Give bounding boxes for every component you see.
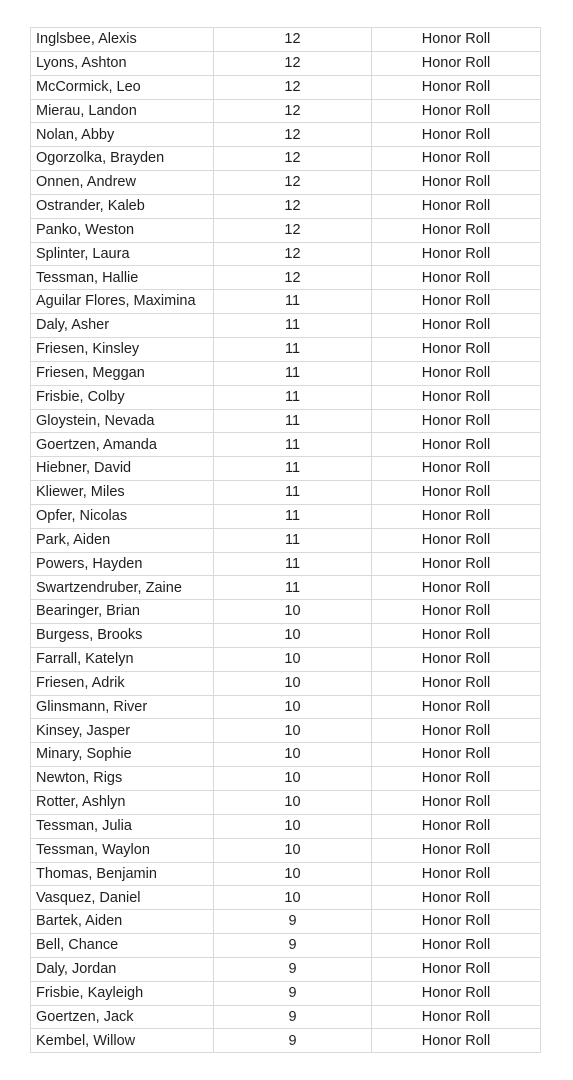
table-row <box>31 695 541 719</box>
student-name-cell[interactable]: Friesen, Meggan <box>31 361 214 385</box>
honor-status-cell[interactable]: Honor Roll <box>372 838 541 862</box>
honor-status-cell[interactable]: Honor Roll <box>372 934 541 958</box>
table-row <box>31 838 541 862</box>
student-name-cell[interactable]: Kembel, Willow <box>31 1029 214 1053</box>
table-row <box>31 28 541 52</box>
student-name-cell[interactable]: Ogorzolka, Brayden <box>31 147 214 171</box>
grade-cell[interactable]: 11 <box>214 385 372 409</box>
student-name-cell[interactable]: Frisbie, Colby <box>31 385 214 409</box>
table-row <box>31 194 541 218</box>
student-name-cell[interactable]: Newton, Rigs <box>31 767 214 791</box>
table-row <box>31 290 541 314</box>
honor-status-cell[interactable]: Honor Roll <box>372 647 541 671</box>
student-name-cell[interactable]: Vasquez, Daniel <box>31 886 214 910</box>
honor-status-cell[interactable]: Honor Roll <box>372 1005 541 1029</box>
grade-cell[interactable]: 10 <box>214 767 372 791</box>
student-name-cell[interactable]: Kinsey, Jasper <box>31 719 214 743</box>
honor-status-cell[interactable]: Honor Roll <box>372 75 541 99</box>
student-name-cell[interactable]: Frisbie, Kayleigh <box>31 981 214 1005</box>
honor-status-cell[interactable]: Honor Roll <box>372 719 541 743</box>
table-row <box>31 171 541 195</box>
student-name-cell[interactable]: Tessman, Julia <box>31 814 214 838</box>
grade-cell[interactable]: 11 <box>214 504 372 528</box>
honor-status-cell[interactable]: Honor Roll <box>372 337 541 361</box>
student-name-cell[interactable]: Bell, Chance <box>31 934 214 958</box>
student-name-cell[interactable]: Minary, Sophie <box>31 743 214 767</box>
table-row <box>31 934 541 958</box>
table-row <box>31 123 541 147</box>
grade-cell[interactable]: 12 <box>214 28 372 52</box>
table-row <box>31 51 541 75</box>
student-name-cell[interactable]: Goertzen, Amanda <box>31 433 214 457</box>
student-name-cell[interactable]: Goertzen, Jack <box>31 1005 214 1029</box>
student-name-cell[interactable]: Friesen, Adrik <box>31 671 214 695</box>
grade-cell[interactable]: 12 <box>214 51 372 75</box>
honor-status-cell[interactable]: Honor Roll <box>372 695 541 719</box>
student-name-cell[interactable]: Bearinger, Brian <box>31 600 214 624</box>
honor-status-cell[interactable]: Honor Roll <box>372 481 541 505</box>
grade-cell[interactable]: 9 <box>214 934 372 958</box>
table-row <box>31 147 541 171</box>
grade-cell[interactable]: 9 <box>214 1005 372 1029</box>
table-row <box>31 552 541 576</box>
honor-status-cell[interactable]: Honor Roll <box>372 910 541 934</box>
table-row <box>31 719 541 743</box>
honor-status-cell[interactable]: Honor Roll <box>372 767 541 791</box>
table-row <box>31 624 541 648</box>
student-name-cell[interactable]: Opfer, Nicolas <box>31 504 214 528</box>
table-row <box>31 433 541 457</box>
grade-cell[interactable]: 11 <box>214 457 372 481</box>
table-row <box>31 242 541 266</box>
honor-status-cell[interactable]: Honor Roll <box>372 1029 541 1053</box>
grade-cell[interactable]: 11 <box>214 290 372 314</box>
student-name-cell[interactable]: Nolan, Abby <box>31 123 214 147</box>
honor-status-cell[interactable]: Honor Roll <box>372 242 541 266</box>
student-name-cell[interactable]: Onnen, Andrew <box>31 171 214 195</box>
grade-cell[interactable]: 12 <box>214 194 372 218</box>
table-row <box>31 504 541 528</box>
student-name-cell[interactable]: Panko, Weston <box>31 218 214 242</box>
grade-cell[interactable]: 10 <box>214 624 372 648</box>
grade-cell[interactable]: 9 <box>214 910 372 934</box>
table-body <box>31 28 541 1053</box>
grade-cell[interactable]: 10 <box>214 671 372 695</box>
honor-roll-table <box>30 27 541 1053</box>
student-name-cell[interactable]: Powers, Hayden <box>31 552 214 576</box>
student-name-cell[interactable]: Glinsmann, River <box>31 695 214 719</box>
honor-status-cell[interactable]: Honor Roll <box>372 290 541 314</box>
table-row <box>31 337 541 361</box>
honor-status-cell[interactable]: Honor Roll <box>372 862 541 886</box>
grade-cell[interactable]: 9 <box>214 957 372 981</box>
honor-status-cell[interactable]: Honor Roll <box>372 957 541 981</box>
table-row <box>31 886 541 910</box>
grade-cell[interactable]: 12 <box>214 266 372 290</box>
student-name-cell[interactable]: Rotter, Ashlyn <box>31 791 214 815</box>
grade-cell[interactable]: 12 <box>214 242 372 266</box>
honor-status-cell[interactable]: Honor Roll <box>372 28 541 52</box>
table-row <box>31 767 541 791</box>
table-row <box>31 361 541 385</box>
honor-status-cell[interactable]: Honor Roll <box>372 552 541 576</box>
honor-status-cell[interactable]: Honor Roll <box>372 218 541 242</box>
student-name-cell[interactable]: Hiebner, David <box>31 457 214 481</box>
grade-cell[interactable]: 12 <box>214 218 372 242</box>
student-name-cell[interactable]: Tessman, Hallie <box>31 266 214 290</box>
table-row <box>31 862 541 886</box>
table-row <box>31 647 541 671</box>
honor-status-cell[interactable]: Honor Roll <box>372 791 541 815</box>
grade-cell[interactable]: 11 <box>214 433 372 457</box>
honor-status-cell[interactable]: Honor Roll <box>372 743 541 767</box>
honor-status-cell[interactable]: Honor Roll <box>372 99 541 123</box>
grade-cell[interactable]: 11 <box>214 361 372 385</box>
honor-status-cell[interactable]: Honor Roll <box>372 981 541 1005</box>
honor-status-cell[interactable]: Honor Roll <box>372 528 541 552</box>
student-name-cell[interactable]: Lyons, Ashton <box>31 51 214 75</box>
grade-cell[interactable]: 9 <box>214 981 372 1005</box>
honor-status-cell[interactable]: Honor Roll <box>372 171 541 195</box>
table-row <box>31 528 541 552</box>
honor-status-cell[interactable]: Honor Roll <box>372 624 541 648</box>
honor-status-cell[interactable]: Honor Roll <box>372 266 541 290</box>
table-row <box>31 385 541 409</box>
grade-cell[interactable]: 11 <box>214 528 372 552</box>
student-name-cell[interactable]: Splinter, Laura <box>31 242 214 266</box>
grade-cell[interactable]: 10 <box>214 647 372 671</box>
table-row <box>31 1029 541 1053</box>
student-name-cell[interactable]: Gloystein, Nevada <box>31 409 214 433</box>
table-row <box>31 671 541 695</box>
student-name-cell[interactable]: Park, Aiden <box>31 528 214 552</box>
grade-cell[interactable]: 11 <box>214 337 372 361</box>
grade-cell[interactable]: 12 <box>214 171 372 195</box>
table-row <box>31 218 541 242</box>
grade-cell[interactable]: 12 <box>214 123 372 147</box>
student-name-cell[interactable]: Tessman, Waylon <box>31 838 214 862</box>
table-row <box>31 576 541 600</box>
table-row <box>31 457 541 481</box>
honor-status-cell[interactable]: Honor Roll <box>372 504 541 528</box>
table-row <box>31 481 541 505</box>
honor-status-cell[interactable]: Honor Roll <box>372 385 541 409</box>
student-name-cell[interactable]: Mierau, Landon <box>31 99 214 123</box>
student-name-cell[interactable]: Thomas, Benjamin <box>31 862 214 886</box>
table-row <box>31 314 541 338</box>
student-name-cell[interactable]: Burgess, Brooks <box>31 624 214 648</box>
table-row <box>31 600 541 624</box>
grade-cell[interactable]: 10 <box>214 814 372 838</box>
grade-cell[interactable]: 11 <box>214 552 372 576</box>
student-name-cell[interactable]: Ostrander, Kaleb <box>31 194 214 218</box>
grade-cell[interactable]: 12 <box>214 99 372 123</box>
honor-status-cell[interactable]: Honor Roll <box>372 194 541 218</box>
grade-cell[interactable]: 12 <box>214 75 372 99</box>
grade-cell[interactable]: 11 <box>214 481 372 505</box>
student-name-cell[interactable]: Daly, Asher <box>31 314 214 338</box>
grade-cell[interactable]: 10 <box>214 743 372 767</box>
student-name-cell[interactable]: Inglsbee, Alexis <box>31 28 214 52</box>
honor-status-cell[interactable]: Honor Roll <box>372 409 541 433</box>
table-row <box>31 99 541 123</box>
table-row <box>31 957 541 981</box>
student-name-cell[interactable]: Daly, Jordan <box>31 957 214 981</box>
student-name-cell[interactable]: Bartek, Aiden <box>31 910 214 934</box>
honor-status-cell[interactable]: Honor Roll <box>372 51 541 75</box>
grade-cell[interactable]: 10 <box>214 862 372 886</box>
grade-cell[interactable]: 9 <box>214 1029 372 1053</box>
student-name-cell[interactable]: Kliewer, Miles <box>31 481 214 505</box>
honor-status-cell[interactable]: Honor Roll <box>372 361 541 385</box>
student-name-cell[interactable]: Friesen, Kinsley <box>31 337 214 361</box>
honor-status-cell[interactable]: Honor Roll <box>372 433 541 457</box>
table-row <box>31 743 541 767</box>
grade-cell[interactable]: 11 <box>214 409 372 433</box>
table-row <box>31 981 541 1005</box>
student-name-cell[interactable]: Swartzendruber, Zaine <box>31 576 214 600</box>
table-row <box>31 266 541 290</box>
honor-status-cell[interactable]: Honor Roll <box>372 314 541 338</box>
grade-cell[interactable]: 10 <box>214 838 372 862</box>
grade-cell[interactable]: 11 <box>214 576 372 600</box>
table-row <box>31 814 541 838</box>
honor-status-cell[interactable]: Honor Roll <box>372 457 541 481</box>
table-row <box>31 910 541 934</box>
honor-status-cell[interactable]: Honor Roll <box>372 600 541 624</box>
student-name-cell[interactable]: McCormick, Leo <box>31 75 214 99</box>
grade-cell[interactable]: 10 <box>214 695 372 719</box>
honor-status-cell[interactable]: Honor Roll <box>372 886 541 910</box>
grade-cell[interactable]: 12 <box>214 147 372 171</box>
grade-cell[interactable]: 10 <box>214 719 372 743</box>
table-row <box>31 791 541 815</box>
honor-status-cell[interactable]: Honor Roll <box>372 671 541 695</box>
table-row <box>31 409 541 433</box>
table-row <box>31 1005 541 1029</box>
grade-cell[interactable]: 10 <box>214 600 372 624</box>
honor-status-cell[interactable]: Honor Roll <box>372 814 541 838</box>
honor-status-cell[interactable]: Honor Roll <box>372 123 541 147</box>
grade-cell[interactable]: 11 <box>214 314 372 338</box>
table-row <box>31 75 541 99</box>
honor-status-cell[interactable]: Honor Roll <box>372 147 541 171</box>
student-name-cell[interactable]: Aguilar Flores, Maximina <box>31 290 214 314</box>
student-name-cell[interactable]: Farrall, Katelyn <box>31 647 214 671</box>
grade-cell[interactable]: 10 <box>214 791 372 815</box>
honor-status-cell[interactable]: Honor Roll <box>372 576 541 600</box>
grade-cell[interactable]: 10 <box>214 886 372 910</box>
